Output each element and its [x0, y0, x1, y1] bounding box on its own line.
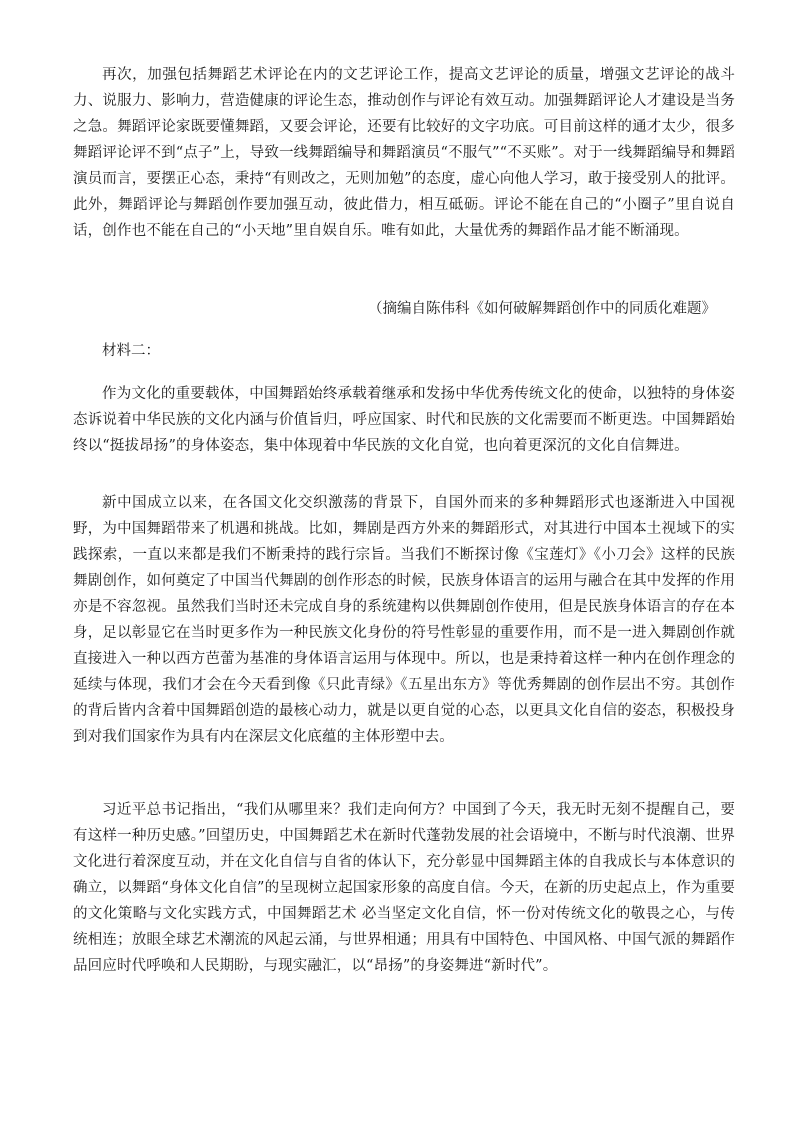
paragraph-cultural-carrier: 作为文化的重要载体，中国舞蹈始终承载着继承和发扬中华优秀传统文化的使命，以独特的身体姿态诉说着中华民族的文化内涵与价值旨归，呼应国家、时代和民族的文化需要而不断更迭。中国舞蹈始终以“挺拔昂扬”的身体姿态，集中体现着中华民族的文化自觉，也向着更深沉的文化自信舞进。	[73, 386, 735, 454]
paragraph-new-china-dance: 新中国成立以来，在各国文化交织激荡的背景下，自国外而来的多种舞蹈形式也逐渐进入中国视野，为中国舞蹈带来了机遇和挑战。比如，舞剧是西方外来的舞蹈形式，对其进行中国本土视域下的实践探索，一直以来都是我们不断秉持的践行宗旨。当我们不断探讨像《宝莲灯》《小刀会》这样的民族舞剧创作，如何奠定了中国当代舞剧的创作形态的时候，民族身体语言的运用与融合在其中发挥的作用亦是不容忽视。虽然我们当时还未完成自身的系统建构以供舞剧创作使用，但是民族身体语言的存在本身，足以彰显它在当时更多作为一种民族文化身份的符号性彰显的重要作用，而不是一进入舞剧创作就直接进入一种以西方芭蕾为基准的身体语言运用与体现中。所以，也是秉持着这样一种内在创作理念的延续与体现，我们才会在今天看到像《只此青绿》《五星出东方》等优秀舞剧的创作层出不穷。其创作的背后皆内含着中国舞蹈创造的最核心动力，就是以更自觉的心态，以更具文化自信的姿态，积极投身到对我们国家作为具有内在深层文化底蕴的主体形塑中去。	[73, 495, 735, 745]
paragraph-dance-criticism: 再次，加强包括舞蹈艺术评论在内的文艺评论工作，提高文艺评论的质量，增强文艺评论的战斗力、说服力、影响力，营造健康的评论生态，推动创作与评论有效互动。加强舞蹈评论人才建设是当务之急。舞蹈评论家既要懂舞蹈，又要会评论，还要有比较好的文字功底。可目前这样的通才太少，很多舞蹈评论评不到“点子”上，导致一线舞蹈编导和舞蹈演员“不服气”“不买账”。对于一线舞蹈编导和舞蹈演员而言，要摆正心态，秉持“有则改之，无则加勉”的态度，虚心向他人学习，敢于接受别人的批评。此外，舞蹈评论与舞蹈创作要加强互动，彼此借力，相互砥砺。评论不能在自己的“小圈子”里自说自话，创作也不能在自己的“小天地”里自娱自乐。唯有如此，大量优秀的舞蹈作品才能不断涌现。	[73, 67, 735, 239]
paragraph-historical-sense: 习近平总书记指出，“我们从哪里来？我们走向何方？中国到了今天，我无时无刻不提醒自己，要有这样一种历史感。”回望历史，中国舞蹈艺术在新时代蓬勃发展的社会语境中，不断与时代浪潮、世界文化进行着深度互动，并在文化自信与自省的体认下，充分彰显中国舞蹈主体的自我成长与本体意识的确立，以舞蹈“身体文化自信”的呈现树立起国家形象的高度自信。今天，在新的历史起点上，作为重要的文化策略与文化实践方式，中国舞蹈艺术 必当坚定文化自信，怀一份对传统文化的敬畏之心，与传统相连；放眼全球艺术潮流的风起云涌，与世界相通；用具有中国特色、中国风格、中国气派的舞蹈作品回应时代呼唤和人民期盼，与现实融汇，以“昂扬”的身姿舞进“新时代”。	[73, 802, 735, 974]
material-two-heading: 材料二：	[102, 343, 160, 359]
source-citation: （摘编自陈伟科《如何破解舞蹈创作中的同质化难题》	[368, 301, 716, 317]
